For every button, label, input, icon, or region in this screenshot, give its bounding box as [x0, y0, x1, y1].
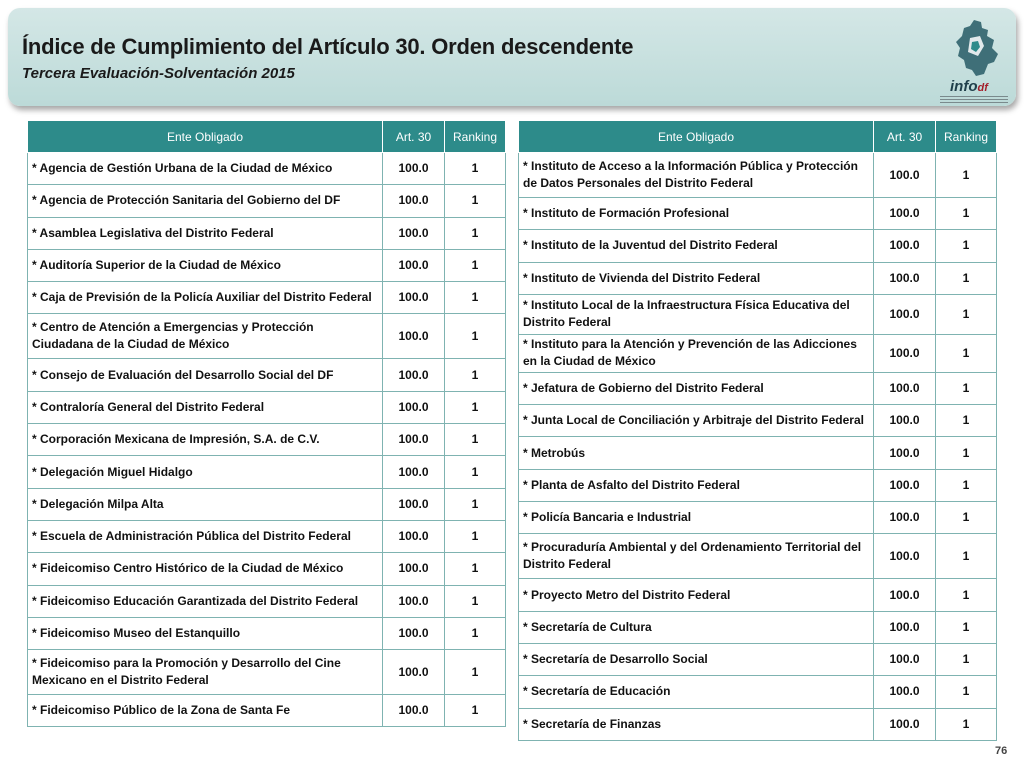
art30-cell: 100.0	[874, 372, 936, 404]
entity-cell: * Fideicomiso para la Promoción y Desarrollo del Cine Mexicano en el Distrito Federal	[28, 650, 383, 695]
table-row	[519, 334, 997, 372]
art30-cell: 100.0	[874, 153, 936, 198]
table-row	[28, 553, 506, 585]
table-row	[28, 617, 506, 649]
table-row	[28, 217, 506, 249]
art30-cell: 100.0	[383, 217, 445, 249]
table-row	[28, 585, 506, 617]
table-row	[28, 695, 506, 727]
table-row	[519, 230, 997, 262]
table-row	[519, 262, 997, 294]
compliance-table-left	[27, 120, 506, 727]
art30-cell: 100.0	[874, 198, 936, 230]
art30-cell: 100.0	[874, 534, 936, 579]
entity-cell: * Auditoría Superior de la Ciudad de México	[28, 249, 383, 281]
ranking-cell: 1	[936, 334, 997, 372]
entity-cell: * Fideicomiso Educación Garantizada del Distrito Federal	[28, 585, 383, 617]
table-row	[519, 372, 997, 404]
art30-cell: 100.0	[383, 153, 445, 185]
art30-cell: 100.0	[874, 676, 936, 708]
table-row	[28, 650, 506, 695]
entity-cell: * Instituto para la Atención y Prevención de las Adicciones en la Ciudad de México	[519, 334, 874, 372]
table-row	[519, 579, 997, 611]
entity-cell: * Corporación Mexicana de Impresión, S.A. de C.V.	[28, 424, 383, 456]
table-row	[519, 611, 997, 643]
ranking-cell: 1	[936, 579, 997, 611]
entity-cell: * Secretaría de Educación	[519, 676, 874, 708]
art30-cell: 100.0	[383, 424, 445, 456]
art30-cell: 100.0	[383, 585, 445, 617]
table-row	[28, 456, 506, 488]
ranking-cell: 1	[445, 185, 506, 217]
entity-cell: * Metrobús	[519, 437, 874, 469]
art30-cell: 100.0	[874, 643, 936, 675]
page-subtitle: Tercera Evaluación-Solventación 2015	[22, 65, 295, 82]
ranking-cell: 1	[445, 617, 506, 649]
art30-cell: 100.0	[874, 579, 936, 611]
art30-cell: 100.0	[383, 391, 445, 423]
ranking-cell: 1	[936, 153, 997, 198]
entity-cell: * Agencia de Gestión Urbana de la Ciudad de México	[28, 153, 383, 185]
art30-cell: 100.0	[383, 456, 445, 488]
table-row	[519, 437, 997, 469]
table-row	[28, 520, 506, 552]
table-row	[28, 185, 506, 217]
page-title: Índice de Cumplimiento del Artículo 30. Orden descendente	[22, 34, 634, 59]
table-row	[28, 249, 506, 281]
entity-cell: * Secretaría de Desarrollo Social	[519, 643, 874, 675]
entity-cell: * Jefatura de Gobierno del Distrito Federal	[519, 372, 874, 404]
art30-cell: 100.0	[383, 553, 445, 585]
col-header-ranking: Ranking	[936, 121, 997, 153]
entity-cell: * Fideicomiso Centro Histórico de la Ciudad de México	[28, 553, 383, 585]
ranking-cell: 1	[445, 282, 506, 314]
entity-cell: * Policía Bancaria e Industrial	[519, 502, 874, 534]
entity-cell: * Instituto de Vivienda del Distrito Federal	[519, 262, 874, 294]
table-row	[519, 643, 997, 675]
ranking-cell: 1	[445, 359, 506, 391]
entity-cell: * Instituto de Acceso a la Información Pública y Protección de Datos Personales del Distrito Federal	[519, 153, 874, 198]
ranking-cell: 1	[445, 391, 506, 423]
art30-cell: 100.0	[383, 617, 445, 649]
ranking-cell: 1	[445, 249, 506, 281]
entity-cell: * Caja de Previsión de la Policía Auxiliar del Distrito Federal	[28, 282, 383, 314]
table-row	[28, 314, 506, 359]
table-row	[519, 198, 997, 230]
compliance-table-right	[518, 120, 997, 741]
infodf-logo	[936, 18, 1012, 102]
table-row	[519, 534, 997, 579]
ranking-cell: 1	[445, 217, 506, 249]
ranking-cell: 1	[445, 314, 506, 359]
ranking-cell: 1	[445, 488, 506, 520]
ranking-cell: 1	[936, 437, 997, 469]
ranking-cell: 1	[936, 405, 997, 437]
table-row	[28, 282, 506, 314]
ranking-cell: 1	[936, 372, 997, 404]
entity-cell: * Contraloría General del Distrito Federal	[28, 391, 383, 423]
ranking-cell: 1	[445, 456, 506, 488]
ranking-cell: 1	[936, 534, 997, 579]
logo-wordmark: infodf	[950, 78, 988, 95]
col-header-entity: Ente Obligado	[28, 121, 383, 153]
entity-cell: * Delegación Miguel Hidalgo	[28, 456, 383, 488]
entity-cell: * Fideicomiso Museo del Estanquillo	[28, 617, 383, 649]
art30-cell: 100.0	[874, 405, 936, 437]
art30-cell: 100.0	[874, 611, 936, 643]
table-row	[519, 502, 997, 534]
art30-cell: 100.0	[383, 695, 445, 727]
entity-cell: * Proyecto Metro del Distrito Federal	[519, 579, 874, 611]
entity-cell: * Consejo de Evaluación del Desarrollo Social del DF	[28, 359, 383, 391]
ranking-cell: 1	[936, 469, 997, 501]
logo-fine-print	[940, 96, 1008, 105]
entity-cell: * Instituto Local de la Infraestructura Física Educativa del Distrito Federal	[519, 294, 874, 334]
table-row	[28, 424, 506, 456]
col-header-art30: Art. 30	[874, 121, 936, 153]
col-header-ranking: Ranking	[445, 121, 506, 153]
cdmx-map-icon	[954, 18, 1000, 78]
art30-cell: 100.0	[874, 502, 936, 534]
ranking-cell: 1	[936, 611, 997, 643]
art30-cell: 100.0	[383, 185, 445, 217]
entity-cell: * Secretaría de Cultura	[519, 611, 874, 643]
ranking-cell: 1	[445, 650, 506, 695]
art30-cell: 100.0	[874, 230, 936, 262]
ranking-cell: 1	[936, 262, 997, 294]
entity-cell: * Centro de Atención a Emergencias y Protección Ciudadana de la Ciudad de México	[28, 314, 383, 359]
entity-cell: * Instituto de Formación Profesional	[519, 198, 874, 230]
table-row	[28, 359, 506, 391]
art30-cell: 100.0	[874, 437, 936, 469]
art30-cell: 100.0	[874, 469, 936, 501]
col-header-art30: Art. 30	[383, 121, 445, 153]
entity-cell: * Secretaría de Finanzas	[519, 708, 874, 740]
art30-cell: 100.0	[874, 262, 936, 294]
title-banner	[8, 8, 1016, 106]
entity-cell: * Asamblea Legislativa del Distrito Federal	[28, 217, 383, 249]
page-number: 76	[995, 745, 1008, 757]
table-row	[519, 405, 997, 437]
ranking-cell: 1	[936, 230, 997, 262]
table-row	[28, 488, 506, 520]
col-header-entity: Ente Obligado	[519, 121, 874, 153]
art30-cell: 100.0	[383, 520, 445, 552]
ranking-cell: 1	[445, 695, 506, 727]
ranking-cell: 1	[445, 585, 506, 617]
art30-cell: 100.0	[874, 294, 936, 334]
art30-cell: 100.0	[383, 359, 445, 391]
table-row	[28, 153, 506, 185]
ranking-cell: 1	[936, 708, 997, 740]
art30-cell: 100.0	[383, 650, 445, 695]
entity-cell: * Junta Local de Conciliación y Arbitraje del Distrito Federal	[519, 405, 874, 437]
art30-cell: 100.0	[874, 708, 936, 740]
entity-cell: * Fideicomiso Público de la Zona de Santa Fe	[28, 695, 383, 727]
art30-cell: 100.0	[383, 488, 445, 520]
entity-cell: * Procuraduría Ambiental y del Ordenamiento Territorial del Distrito Federal	[519, 534, 874, 579]
ranking-cell: 1	[936, 643, 997, 675]
art30-cell: 100.0	[383, 314, 445, 359]
ranking-cell: 1	[445, 553, 506, 585]
table-row	[28, 391, 506, 423]
entity-cell: * Planta de Asfalto del Distrito Federal	[519, 469, 874, 501]
entity-cell: * Delegación Milpa Alta	[28, 488, 383, 520]
ranking-cell: 1	[936, 198, 997, 230]
ranking-cell: 1	[936, 502, 997, 534]
ranking-cell: 1	[936, 294, 997, 334]
entity-cell: * Escuela de Administración Pública del Distrito Federal	[28, 520, 383, 552]
ranking-cell: 1	[445, 153, 506, 185]
table-row	[519, 708, 997, 740]
art30-cell: 100.0	[383, 249, 445, 281]
ranking-cell: 1	[445, 520, 506, 552]
ranking-cell: 1	[936, 676, 997, 708]
table-row	[519, 153, 997, 198]
table-row	[519, 469, 997, 501]
art30-cell: 100.0	[383, 282, 445, 314]
table-header-row	[519, 121, 997, 153]
entity-cell: * Agencia de Protección Sanitaria del Gobierno del DF	[28, 185, 383, 217]
table-header-row	[28, 121, 506, 153]
table-row	[519, 676, 997, 708]
ranking-cell: 1	[445, 424, 506, 456]
art30-cell: 100.0	[874, 334, 936, 372]
entity-cell: * Instituto de la Juventud del Distrito Federal	[519, 230, 874, 262]
table-row	[519, 294, 997, 334]
